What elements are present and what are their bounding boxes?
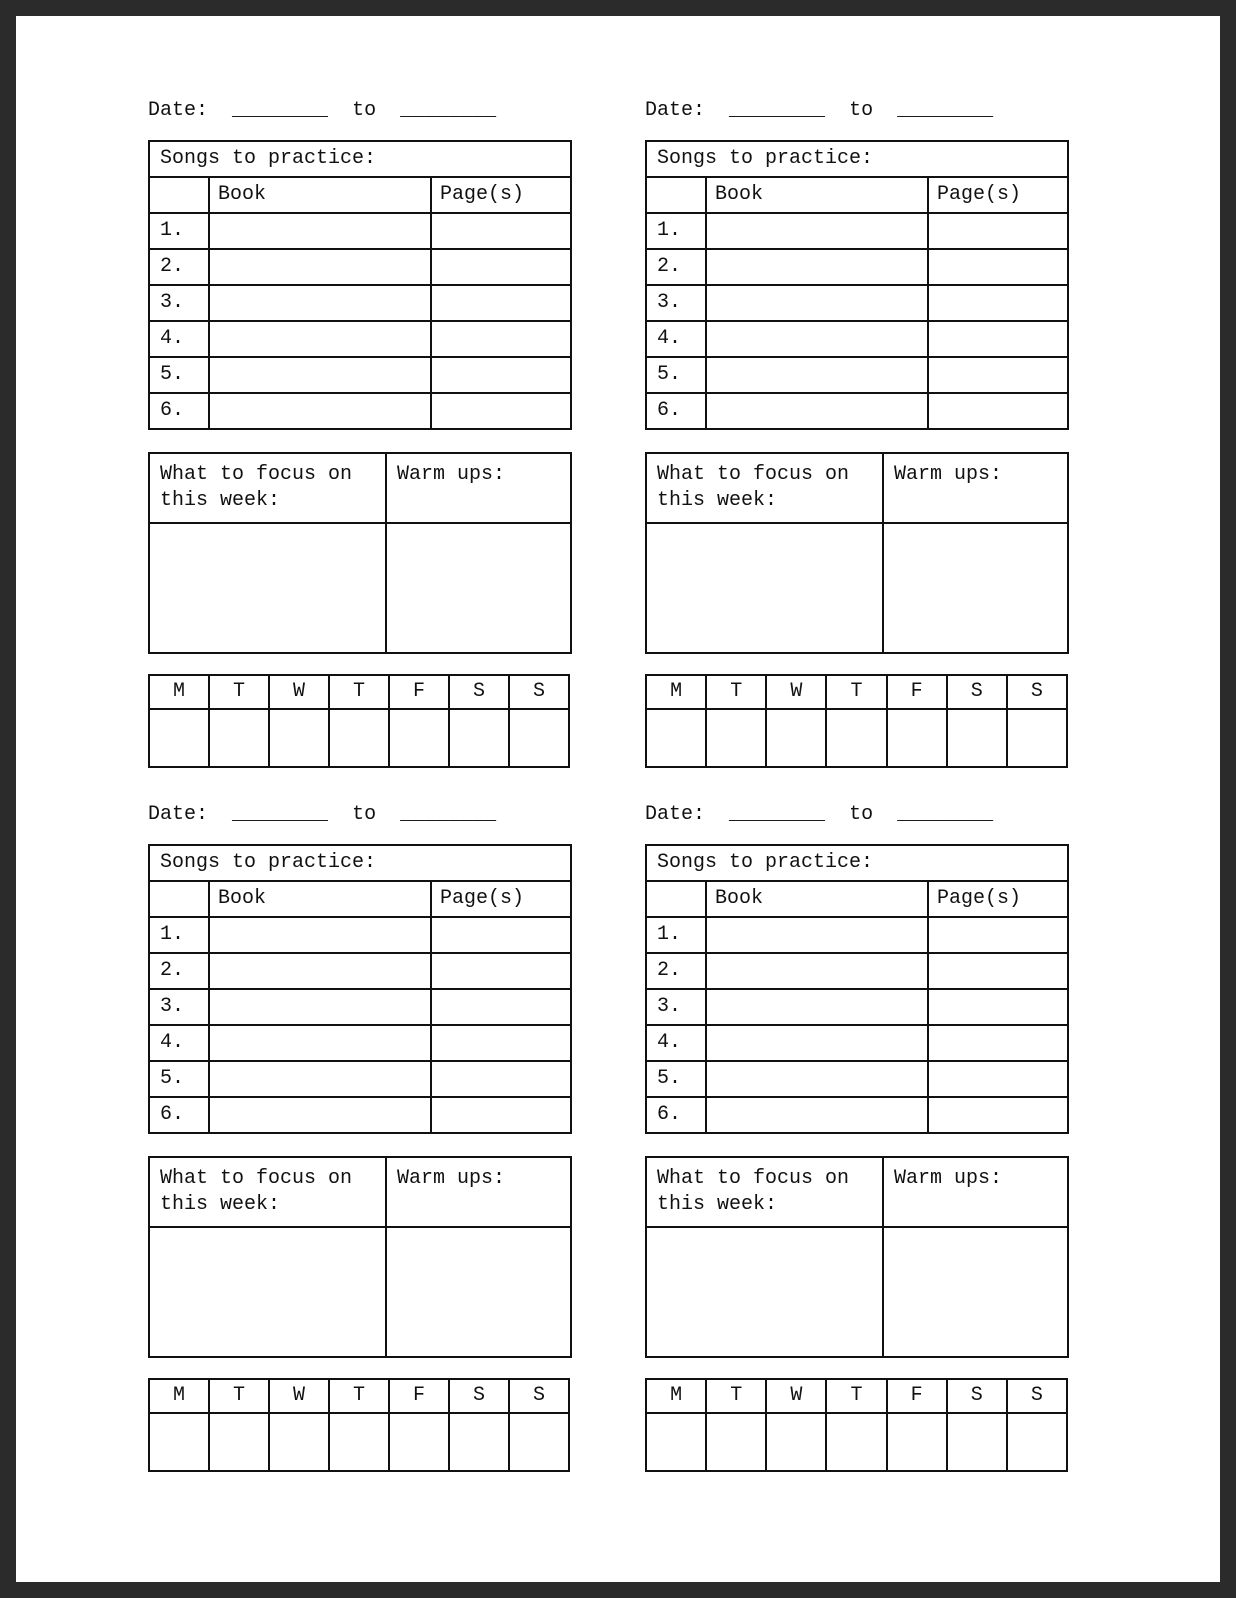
weekday-header: W — [269, 675, 329, 709]
song-row — [149, 917, 571, 953]
song-row — [149, 213, 571, 249]
book-entry-cell — [706, 285, 928, 321]
row-number-cell: 3. — [646, 285, 706, 321]
song-row — [149, 1061, 571, 1097]
row-number-cell: 2. — [646, 953, 706, 989]
song-row — [646, 321, 1068, 357]
pages-entry-cell — [431, 1097, 571, 1133]
row-number-cell: 1. — [149, 917, 209, 953]
weekday-header: M — [149, 1379, 209, 1413]
songs-table — [148, 140, 572, 430]
date-to-label: to — [352, 99, 377, 122]
song-row — [149, 285, 571, 321]
focus-body-row — [646, 523, 1068, 653]
songs-title-row — [646, 141, 1068, 177]
date-to-blank: ________ — [400, 99, 497, 122]
songs-header: Songs to practice: — [149, 141, 571, 177]
weekday-cell — [947, 709, 1007, 767]
focus-label: What to focus on this week: — [149, 453, 386, 523]
pages-entry-cell — [928, 1061, 1068, 1097]
focus-table — [148, 452, 572, 654]
book-entry-cell — [209, 249, 431, 285]
pages-entry-cell — [431, 213, 571, 249]
weekday-cell — [329, 709, 389, 767]
row-number-cell: 2. — [149, 953, 209, 989]
songs-table — [645, 844, 1069, 1134]
practice-log-panel — [645, 802, 1068, 1472]
number-column-header — [646, 177, 706, 213]
row-number-cell: 5. — [646, 1061, 706, 1097]
book-entry-cell — [209, 989, 431, 1025]
focus-label: What to focus on this week: — [646, 453, 883, 523]
weekday-header: F — [887, 1379, 947, 1413]
weekday-cell — [509, 709, 569, 767]
warmups-label: Warm ups: — [386, 453, 571, 523]
focus-notes-cell — [149, 523, 386, 653]
warmups-label: Warm ups: — [386, 1157, 571, 1227]
song-row — [646, 357, 1068, 393]
pages-entry-cell — [431, 249, 571, 285]
book-entry-cell — [209, 1061, 431, 1097]
practice-log-panel — [148, 802, 570, 1472]
weekday-header: S — [509, 1379, 569, 1413]
weekday-header: S — [1007, 1379, 1067, 1413]
book-entry-cell — [706, 249, 928, 285]
songs-column-header-row — [646, 177, 1068, 213]
weekday-check-row — [646, 1413, 1067, 1471]
weekday-header: S — [449, 1379, 509, 1413]
weekday-header: M — [646, 675, 706, 709]
weekday-check-row — [149, 1413, 569, 1471]
weekday-header: W — [269, 1379, 329, 1413]
row-number-cell: 1. — [646, 213, 706, 249]
book-entry-cell — [706, 321, 928, 357]
book-column-header: Book — [209, 177, 431, 213]
focus-body-row — [149, 1227, 571, 1357]
song-row — [149, 1025, 571, 1061]
row-number-cell: 5. — [646, 357, 706, 393]
weekday-header: S — [1007, 675, 1067, 709]
pages-entry-cell — [431, 989, 571, 1025]
row-number-cell: 5. — [149, 357, 209, 393]
weekday-check-row — [149, 709, 569, 767]
weekday-header: S — [947, 1379, 1007, 1413]
pages-column-header: Page(s) — [431, 881, 571, 917]
pages-column-header: Page(s) — [431, 177, 571, 213]
warmups-notes-cell — [883, 523, 1068, 653]
focus-body-row — [646, 1227, 1068, 1357]
book-entry-cell — [706, 1025, 928, 1061]
focus-header-row — [149, 453, 571, 523]
row-number-cell: 4. — [149, 1025, 209, 1061]
pages-entry-cell — [431, 953, 571, 989]
weekday-cell — [149, 709, 209, 767]
weekday-cell — [706, 1413, 766, 1471]
weekday-header: S — [509, 675, 569, 709]
song-row — [646, 393, 1068, 429]
weekday-header: W — [766, 675, 826, 709]
songs-column-header-row — [646, 881, 1068, 917]
weekday-table — [148, 1378, 570, 1472]
book-entry-cell — [706, 917, 928, 953]
pages-column-header: Page(s) — [928, 177, 1068, 213]
practice-log-panel — [645, 98, 1068, 768]
pages-entry-cell — [928, 249, 1068, 285]
row-number-cell: 2. — [149, 249, 209, 285]
song-row — [149, 953, 571, 989]
book-column-header: Book — [706, 177, 928, 213]
focus-table — [148, 1156, 572, 1358]
songs-header: Songs to practice: — [646, 141, 1068, 177]
warmups-label: Warm ups: — [883, 1157, 1068, 1227]
weekday-header-row — [149, 675, 569, 709]
book-entry-cell — [706, 989, 928, 1025]
songs-header: Songs to practice: — [149, 845, 571, 881]
pages-column-header: Page(s) — [928, 881, 1068, 917]
book-entry-cell — [209, 357, 431, 393]
songs-title-row — [646, 845, 1068, 881]
song-row — [149, 1097, 571, 1133]
pages-entry-cell — [928, 1097, 1068, 1133]
weekday-cell — [826, 709, 886, 767]
book-entry-cell — [209, 321, 431, 357]
focus-table — [645, 452, 1069, 654]
pages-entry-cell — [928, 213, 1068, 249]
date-to-blank: ________ — [897, 99, 994, 122]
song-row — [149, 989, 571, 1025]
song-row — [646, 249, 1068, 285]
book-entry-cell — [209, 953, 431, 989]
weekday-header-row — [149, 1379, 569, 1413]
weekday-header-row — [646, 675, 1067, 709]
pages-entry-cell — [928, 285, 1068, 321]
songs-column-header-row — [149, 177, 571, 213]
date-to-label: to — [352, 803, 377, 826]
songs-title-row — [149, 845, 571, 881]
row-number-cell: 3. — [149, 285, 209, 321]
song-row — [646, 213, 1068, 249]
date-to-blank: ________ — [897, 803, 994, 826]
pages-entry-cell — [928, 393, 1068, 429]
pages-entry-cell — [928, 1025, 1068, 1061]
weekday-header: T — [826, 675, 886, 709]
weekday-header: T — [329, 675, 389, 709]
weekday-cell — [449, 709, 509, 767]
number-column-header — [646, 881, 706, 917]
weekday-header: M — [149, 675, 209, 709]
focus-label: What to focus on this week: — [646, 1157, 883, 1227]
focus-header-row — [149, 1157, 571, 1227]
weekday-cell — [826, 1413, 886, 1471]
book-entry-cell — [706, 1061, 928, 1097]
book-entry-cell — [209, 213, 431, 249]
row-number-cell: 3. — [149, 989, 209, 1025]
weekday-header-row — [646, 1379, 1067, 1413]
row-number-cell: 6. — [646, 393, 706, 429]
song-row — [646, 285, 1068, 321]
book-entry-cell — [706, 213, 928, 249]
sheet — [148, 98, 1220, 1472]
focus-body-row — [149, 523, 571, 653]
weekday-header: T — [706, 1379, 766, 1413]
date-to-label: to — [849, 99, 874, 122]
date-label: Date: — [148, 99, 209, 122]
date-label: Date: — [645, 803, 706, 826]
pages-entry-cell — [431, 285, 571, 321]
date-label: Date: — [148, 803, 209, 826]
book-entry-cell — [706, 393, 928, 429]
weekday-header: M — [646, 1379, 706, 1413]
row-number-cell: 6. — [646, 1097, 706, 1133]
weekday-cell — [269, 709, 329, 767]
weekday-cell — [887, 1413, 947, 1471]
row-number-cell: 4. — [646, 1025, 706, 1061]
book-entry-cell — [209, 285, 431, 321]
weekday-cell — [646, 709, 706, 767]
pages-entry-cell — [431, 917, 571, 953]
pages-entry-cell — [431, 357, 571, 393]
row-number-cell: 4. — [646, 321, 706, 357]
pages-entry-cell — [431, 393, 571, 429]
weekday-cell — [947, 1413, 1007, 1471]
song-row — [149, 321, 571, 357]
book-entry-cell — [209, 917, 431, 953]
date-to-label: to — [849, 803, 874, 826]
weekday-cell — [149, 1413, 209, 1471]
warmups-notes-cell — [386, 523, 571, 653]
weekday-header: F — [389, 675, 449, 709]
weekday-cell — [509, 1413, 569, 1471]
number-column-header — [149, 881, 209, 917]
warmups-label: Warm ups: — [883, 453, 1068, 523]
practice-log-panel — [148, 98, 570, 768]
weekday-cell — [209, 709, 269, 767]
weekday-header: S — [947, 675, 1007, 709]
weekday-header: T — [209, 1379, 269, 1413]
song-row — [646, 1025, 1068, 1061]
date-label: Date: — [645, 99, 706, 122]
weekday-table — [645, 674, 1068, 768]
song-row — [646, 989, 1068, 1025]
songs-header: Songs to practice: — [646, 845, 1068, 881]
pages-entry-cell — [928, 357, 1068, 393]
number-column-header — [149, 177, 209, 213]
weekday-cell — [887, 709, 947, 767]
weekday-header: W — [766, 1379, 826, 1413]
book-entry-cell — [706, 1097, 928, 1133]
focus-header-row — [646, 453, 1068, 523]
row-number-cell: 1. — [646, 917, 706, 953]
weekday-table — [645, 1378, 1068, 1472]
weekday-cell — [706, 709, 766, 767]
date-line — [645, 802, 1068, 828]
row-number-cell: 2. — [646, 249, 706, 285]
pages-entry-cell — [431, 1025, 571, 1061]
weekday-cell — [646, 1413, 706, 1471]
weekday-cell — [766, 709, 826, 767]
weekday-cell — [1007, 1413, 1067, 1471]
date-to-blank: ________ — [400, 803, 497, 826]
pages-entry-cell — [928, 989, 1068, 1025]
focus-label: What to focus on this week: — [149, 1157, 386, 1227]
book-entry-cell — [706, 357, 928, 393]
row-number-cell: 3. — [646, 989, 706, 1025]
focus-notes-cell — [646, 523, 883, 653]
weekday-cell — [389, 1413, 449, 1471]
pages-entry-cell — [431, 1061, 571, 1097]
weekday-check-row — [646, 709, 1067, 767]
song-row — [646, 1097, 1068, 1133]
row-number-cell: 6. — [149, 1097, 209, 1133]
weekday-cell — [329, 1413, 389, 1471]
row-number-cell: 1. — [149, 213, 209, 249]
book-entry-cell — [706, 953, 928, 989]
song-row — [646, 917, 1068, 953]
song-row — [149, 249, 571, 285]
date-line — [148, 98, 570, 124]
date-line — [148, 802, 570, 828]
pages-entry-cell — [928, 321, 1068, 357]
songs-column-header-row — [149, 881, 571, 917]
pages-entry-cell — [928, 953, 1068, 989]
book-column-header: Book — [706, 881, 928, 917]
book-entry-cell — [209, 393, 431, 429]
warmups-notes-cell — [883, 1227, 1068, 1357]
focus-header-row — [646, 1157, 1068, 1227]
focus-table — [645, 1156, 1069, 1358]
song-row — [646, 953, 1068, 989]
focus-notes-cell — [646, 1227, 883, 1357]
weekday-header: F — [389, 1379, 449, 1413]
weekday-header: S — [449, 675, 509, 709]
date-from-blank: ________ — [232, 99, 329, 122]
date-line — [645, 98, 1068, 124]
date-from-blank: ________ — [729, 803, 826, 826]
weekday-header: T — [826, 1379, 886, 1413]
weekday-cell — [1007, 709, 1067, 767]
focus-notes-cell — [149, 1227, 386, 1357]
warmups-notes-cell — [386, 1227, 571, 1357]
book-entry-cell — [209, 1097, 431, 1133]
weekday-cell — [209, 1413, 269, 1471]
songs-table — [645, 140, 1069, 430]
weekday-header: F — [887, 675, 947, 709]
row-number-cell: 4. — [149, 321, 209, 357]
weekday-cell — [766, 1413, 826, 1471]
row-number-cell: 5. — [149, 1061, 209, 1097]
songs-table — [148, 844, 572, 1134]
songs-title-row — [149, 141, 571, 177]
row-number-cell: 6. — [149, 393, 209, 429]
weekday-cell — [449, 1413, 509, 1471]
date-from-blank: ________ — [232, 803, 329, 826]
date-from-blank: ________ — [729, 99, 826, 122]
weekday-cell — [269, 1413, 329, 1471]
song-row — [149, 357, 571, 393]
weekday-cell — [389, 709, 449, 767]
book-column-header: Book — [209, 881, 431, 917]
weekday-header: T — [329, 1379, 389, 1413]
pages-entry-cell — [431, 321, 571, 357]
pages-entry-cell — [928, 917, 1068, 953]
book-entry-cell — [209, 1025, 431, 1061]
song-row — [646, 1061, 1068, 1097]
weekday-table — [148, 674, 570, 768]
weekday-header: T — [706, 675, 766, 709]
song-row — [149, 393, 571, 429]
weekday-header: T — [209, 675, 269, 709]
